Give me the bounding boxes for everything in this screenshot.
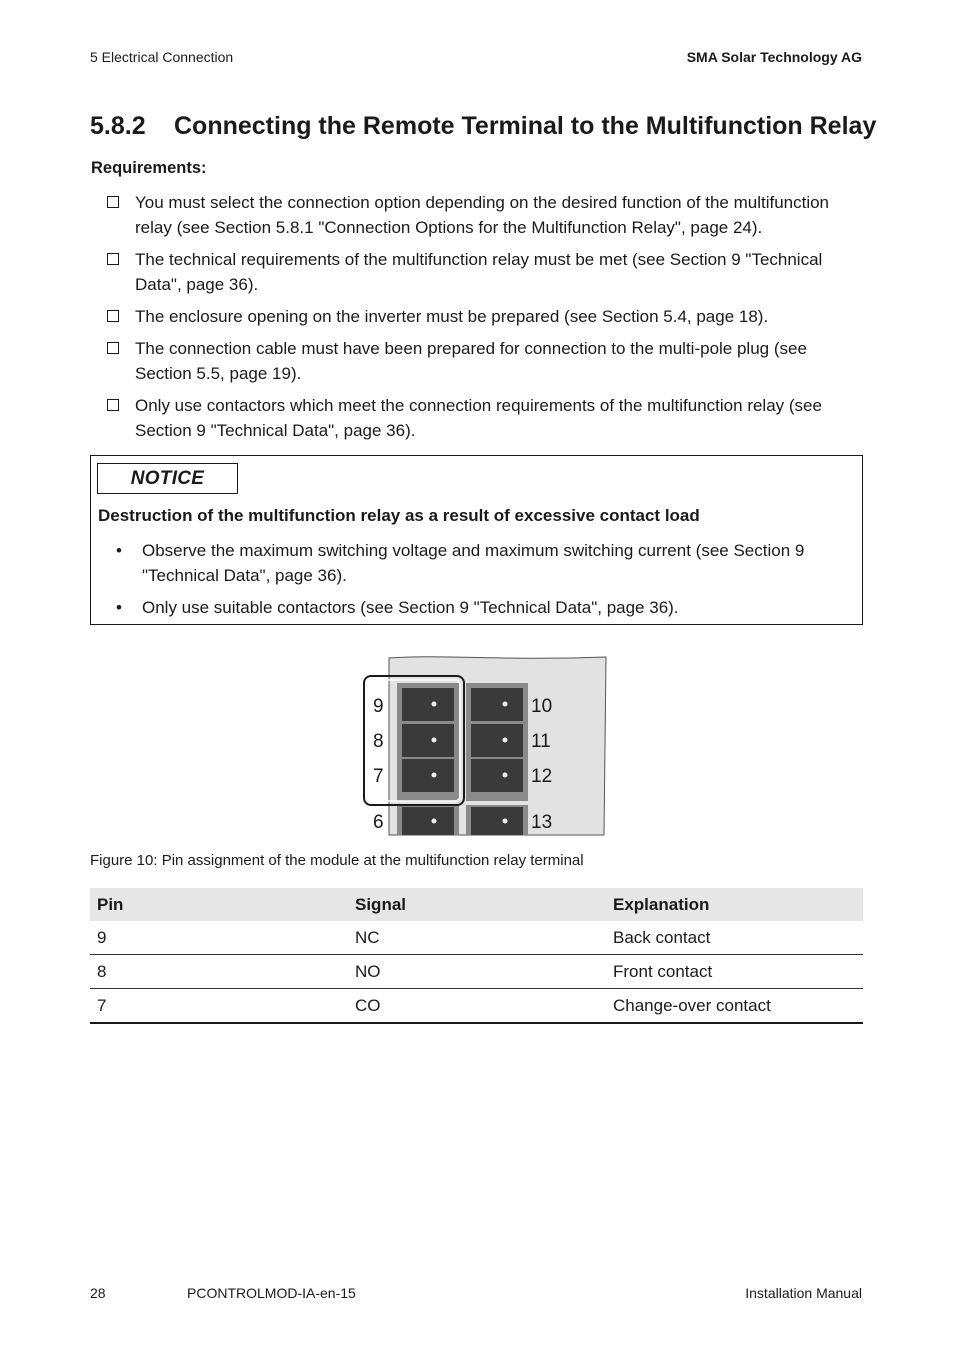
pin-table <box>90 888 863 1024</box>
pin-label-13: 13 <box>531 812 553 833</box>
pin-label-7: 7 <box>373 766 384 787</box>
cell-pin: 8 <box>90 955 348 989</box>
column-header-signal: Signal <box>348 888 606 921</box>
footer-page-number: 28 <box>90 1285 106 1301</box>
requirement-item <box>105 393 865 443</box>
pin-label-8: 8 <box>373 731 384 752</box>
cell-signal: NO <box>348 955 606 989</box>
terminal-dot <box>432 773 437 778</box>
requirement-text: The enclosure opening on the inverter must be prepared (see Section 5.4, page 18). <box>135 307 769 326</box>
notice-list <box>115 538 835 627</box>
cell-pin: 7 <box>90 989 348 1024</box>
requirements-title: Requirements: <box>91 159 207 177</box>
bullet-icon: • <box>116 598 122 617</box>
terminal-pin-8 <box>402 724 454 757</box>
column-header-pin: Pin <box>90 888 348 921</box>
bullet-icon: • <box>116 541 122 560</box>
terminal-dot <box>432 819 437 824</box>
terminal-pin-12 <box>471 759 523 792</box>
cell-explanation: Change-over contact <box>606 989 863 1024</box>
cell-pin: 9 <box>90 921 348 955</box>
section-number: 5.8.2 <box>90 112 146 140</box>
figure-caption: Figure 10: Pin assignment of the module at the multifunction relay terminal <box>90 852 584 869</box>
requirement-item <box>105 336 865 386</box>
terminal-pin-11 <box>471 724 523 757</box>
left-terminals <box>402 688 454 835</box>
notice-item-text: Observe the maximum switching voltage and maximum switching current (see Section 9 "Technical Data", page 36). <box>142 541 805 585</box>
header-chapter: 5 Electrical Connection <box>90 49 234 65</box>
requirement-text: Only use contactors which meet the connection requirements of the multifunction relay (see Section 9 "Technical Data", page 36). <box>135 396 822 440</box>
table-row <box>90 921 863 955</box>
terminal-pin-7 <box>402 759 454 792</box>
requirement-item <box>105 247 865 297</box>
checkbox-icon <box>107 342 119 354</box>
cell-signal: CO <box>348 989 606 1024</box>
terminal-dot <box>503 702 508 707</box>
notice-box <box>90 455 863 625</box>
terminal-pin-9 <box>402 688 454 721</box>
notice-item <box>115 538 835 588</box>
terminal-dot <box>432 738 437 743</box>
pin-label-9: 9 <box>373 696 384 717</box>
right-terminals <box>471 688 523 835</box>
pin-label-6: 6 <box>373 812 384 833</box>
notice-title: Destruction of the multifunction relay as a result of excessive contact load <box>98 506 700 525</box>
requirement-text: You must select the connection option depending on the desired function of the multifunction relay (see Section 5.8.1 "Connection Options for the Multifunction Relay", page 24). <box>135 193 830 237</box>
checkbox-icon <box>107 310 119 322</box>
terminal-dot <box>432 702 437 707</box>
cell-signal: NC <box>348 921 606 955</box>
section-title: Connecting the Remote Terminal to the Multifunction Relay <box>174 112 877 140</box>
notice-item-text: Only use suitable contactors (see Section 9 "Technical Data", page 36). <box>142 598 679 617</box>
pin-label-11: 11 <box>531 731 551 752</box>
terminal-figure <box>360 655 610 840</box>
cell-explanation: Front contact <box>606 955 863 989</box>
column-header-explanation: Explanation <box>606 888 863 921</box>
requirement-text: The connection cable must have been prepared for connection to the multi-pole plug (see Section 5.5, page 19). <box>135 339 807 383</box>
requirement-item <box>105 190 865 240</box>
checkbox-icon <box>107 196 119 208</box>
terminal-dot <box>503 819 508 824</box>
table-header-row <box>90 888 863 921</box>
terminal-dot <box>503 738 508 743</box>
footer-doc-id: PCONTROLMOD-IA-en-15 <box>187 1285 356 1301</box>
requirements-list <box>105 190 865 450</box>
terminal-pin-6 <box>402 807 454 835</box>
table-row <box>90 955 863 989</box>
pin-label-12: 12 <box>531 766 553 787</box>
cell-explanation: Back contact <box>606 921 863 955</box>
checkbox-icon <box>107 253 119 265</box>
pin-label-10: 10 <box>531 696 553 717</box>
requirement-text: The technical requirements of the multifunction relay must be met (see Section 9 "Technical Data", page 36). <box>135 250 823 294</box>
notice-item <box>115 595 835 620</box>
section-heading <box>90 112 876 141</box>
terminal-dot <box>503 773 508 778</box>
requirement-item <box>105 304 865 329</box>
header-company: SMA Solar Technology AG <box>686 49 862 65</box>
terminal-pin-13 <box>471 807 523 835</box>
footer-doc-type: Installation Manual <box>745 1285 862 1301</box>
notice-tag: NOTICE <box>97 463 238 494</box>
table-row <box>90 989 863 1024</box>
checkbox-icon <box>107 399 119 411</box>
terminal-pin-10 <box>471 688 523 721</box>
